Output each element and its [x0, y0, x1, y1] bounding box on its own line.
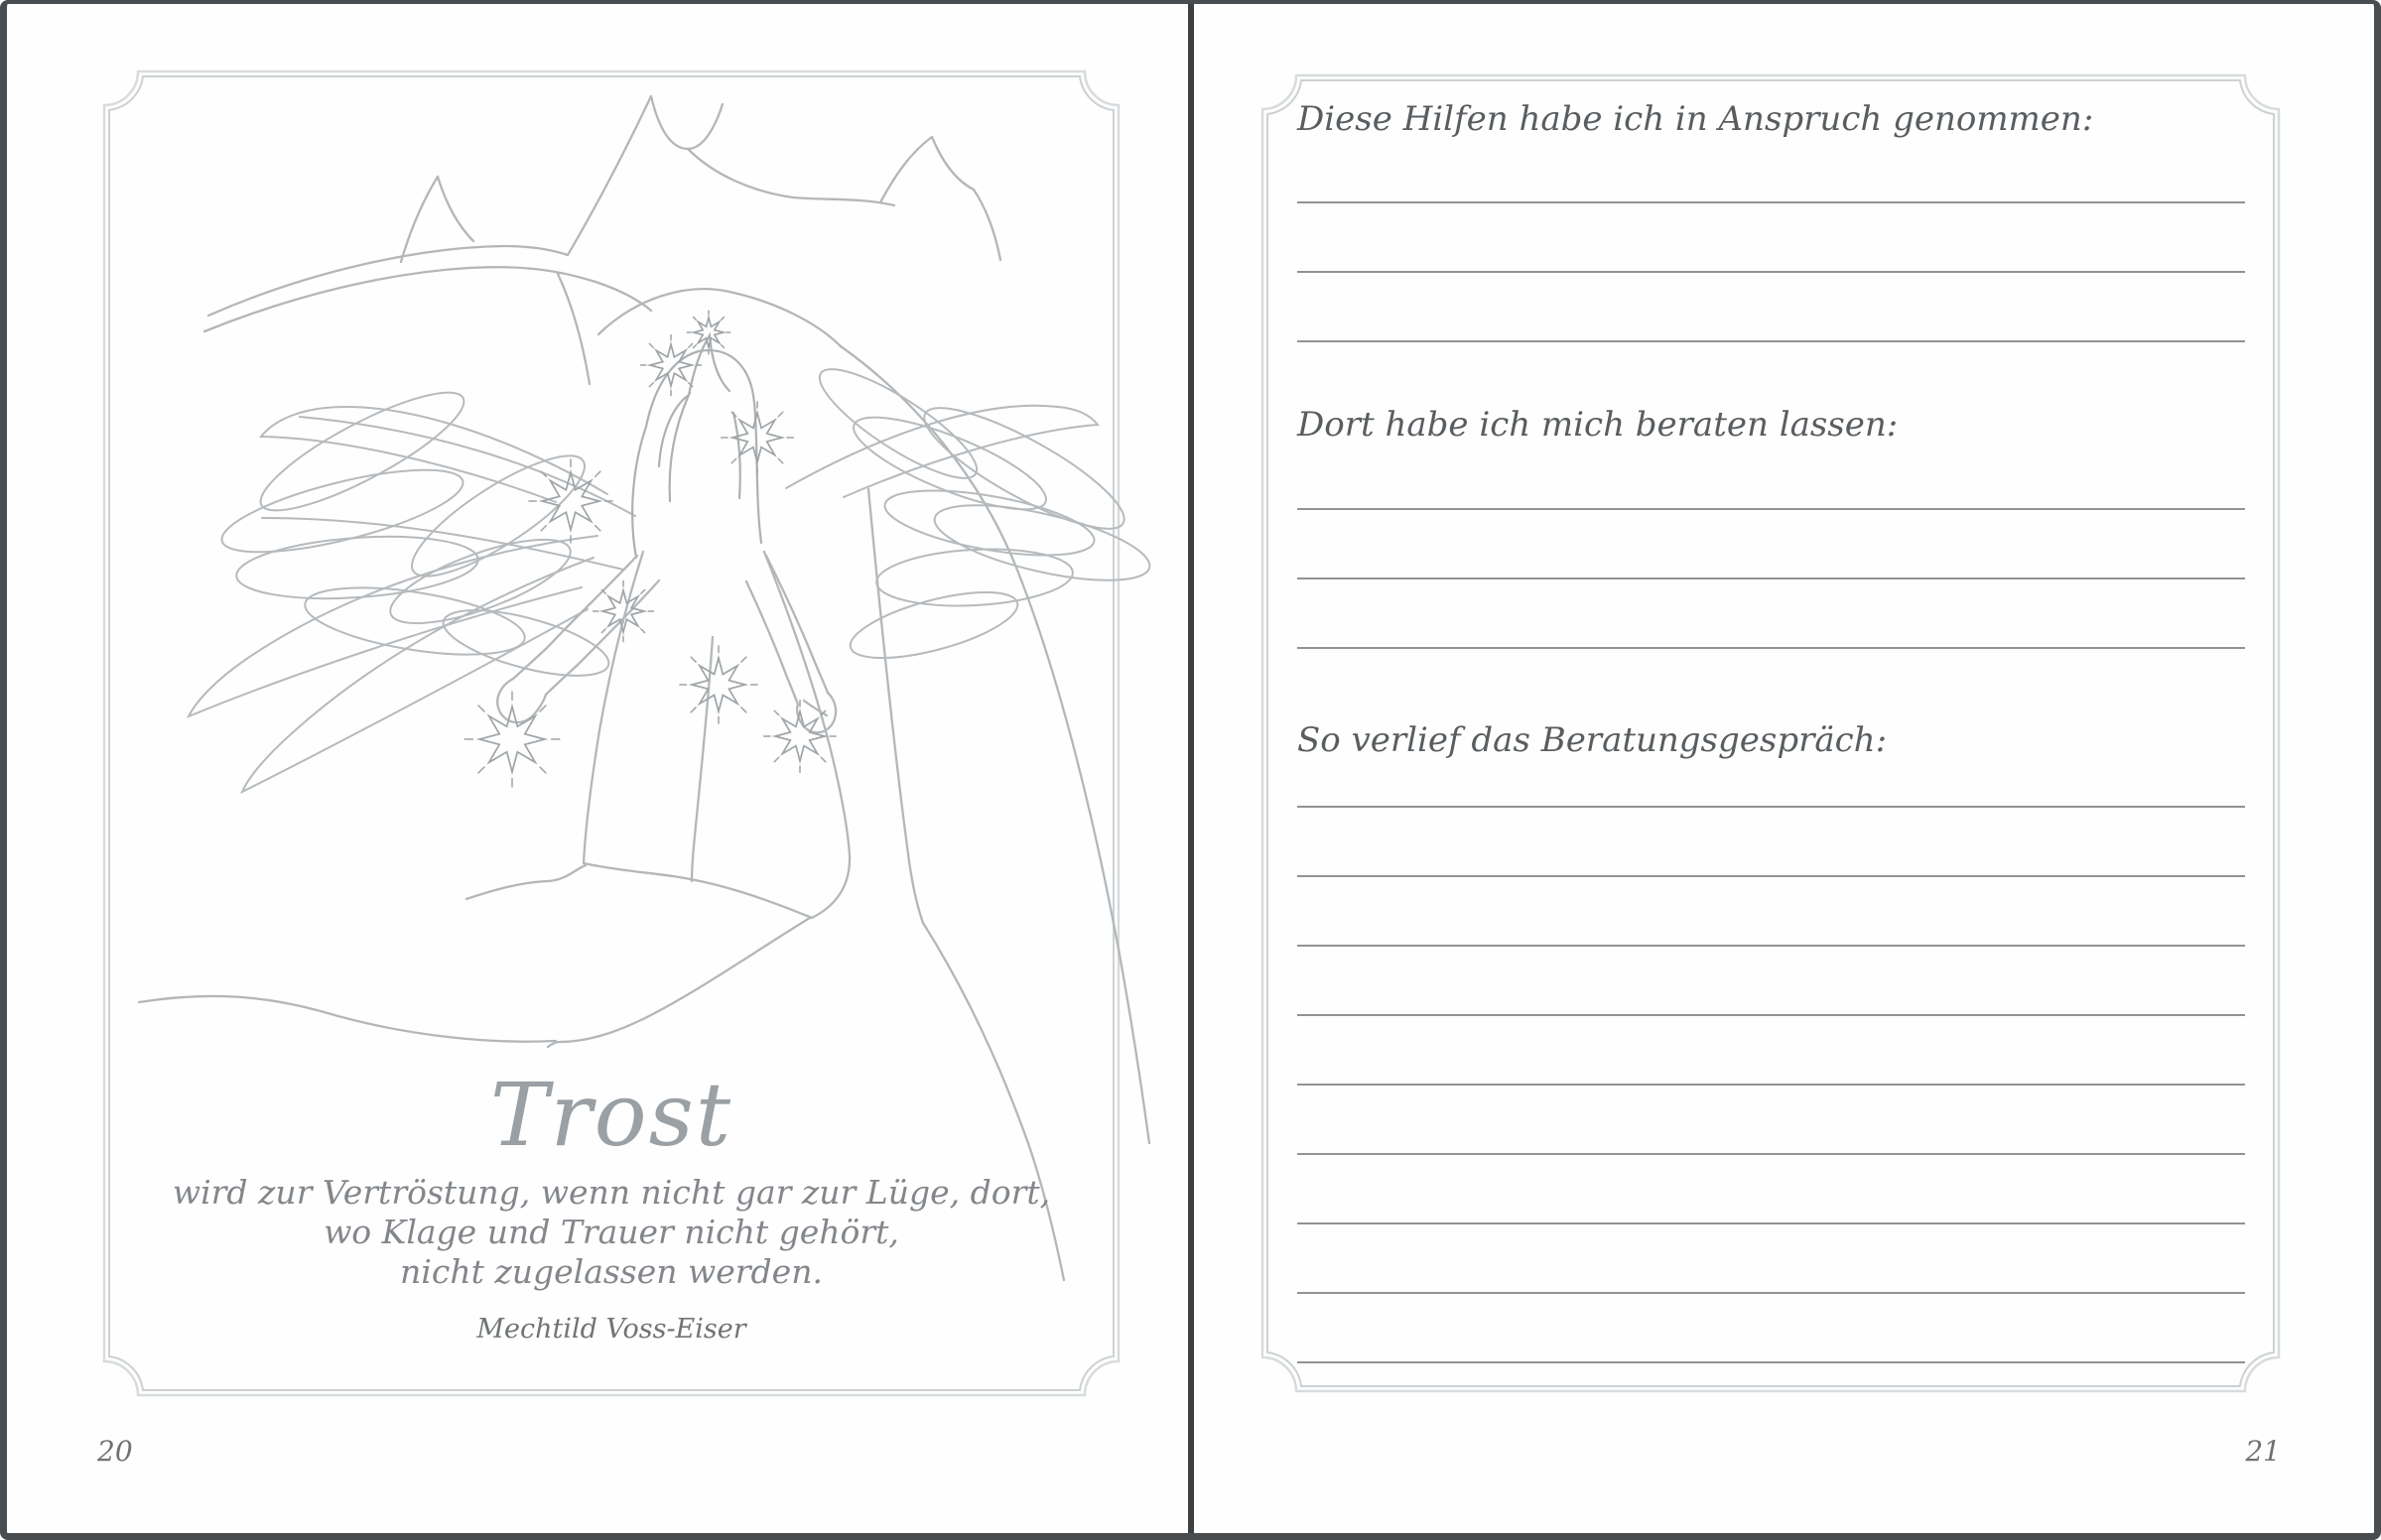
ruled-line	[1297, 271, 2245, 273]
section-heading-beraten: Dort habe ich mich beraten lassen:	[1297, 405, 1899, 445]
ruled-line	[1297, 201, 2245, 203]
sparkle-star	[680, 646, 757, 723]
sparkle-star	[687, 311, 730, 354]
ruled-line	[1297, 1361, 2245, 1363]
ruled-line	[1297, 1153, 2245, 1155]
quote-line-3: nicht zugelassen werden.	[400, 1252, 823, 1291]
ruled-line	[1297, 1222, 2245, 1224]
page-gutter	[1188, 0, 1194, 1540]
section-heading-beratungsgespraech: So verlief das Beratungsgespräch:	[1297, 720, 1888, 760]
section-heading-hilfen: Diese Hilfen habe ich in Anspruch genommen:	[1297, 99, 2094, 139]
ruled-line	[1297, 578, 2245, 579]
quote-attribution: Mechtild Voss-Eiser	[476, 1314, 746, 1345]
quote-line-1: wird zur Vertröstung, wenn nicht gar zur Lüge, dort,	[172, 1173, 1051, 1212]
ruled-line	[1297, 806, 2245, 808]
sparkle-star	[641, 335, 702, 396]
ruled-line	[1297, 875, 2245, 877]
wing-right	[786, 352, 1156, 671]
ruled-line	[1297, 945, 2245, 947]
ruled-line	[1297, 1292, 2245, 1294]
angel-robe	[548, 552, 850, 1047]
sparkle-star	[594, 581, 654, 642]
sparkle-star	[764, 701, 837, 773]
tree-branch-sketch	[204, 96, 1000, 384]
sparkle-star	[529, 459, 612, 543]
page-title-trost: Trost	[489, 1064, 733, 1166]
angel-arms	[497, 556, 836, 732]
ruled-line	[1297, 508, 2245, 510]
wing-left	[189, 373, 635, 792]
quote-block	[104, 1173, 1119, 1292]
quote-line-2: wo Klage und Trauer nicht gehört,	[324, 1213, 899, 1251]
angel-head	[632, 335, 761, 558]
ground-line-sketch	[139, 865, 586, 1042]
ruled-line	[1297, 340, 2245, 342]
ruled-line	[1297, 1014, 2245, 1016]
page-number-right: 21	[2245, 1435, 2281, 1468]
page-number-left: 20	[97, 1435, 133, 1468]
ruled-line	[1297, 1084, 2245, 1086]
ruled-line	[1297, 647, 2245, 649]
sparkle-star	[464, 692, 560, 787]
